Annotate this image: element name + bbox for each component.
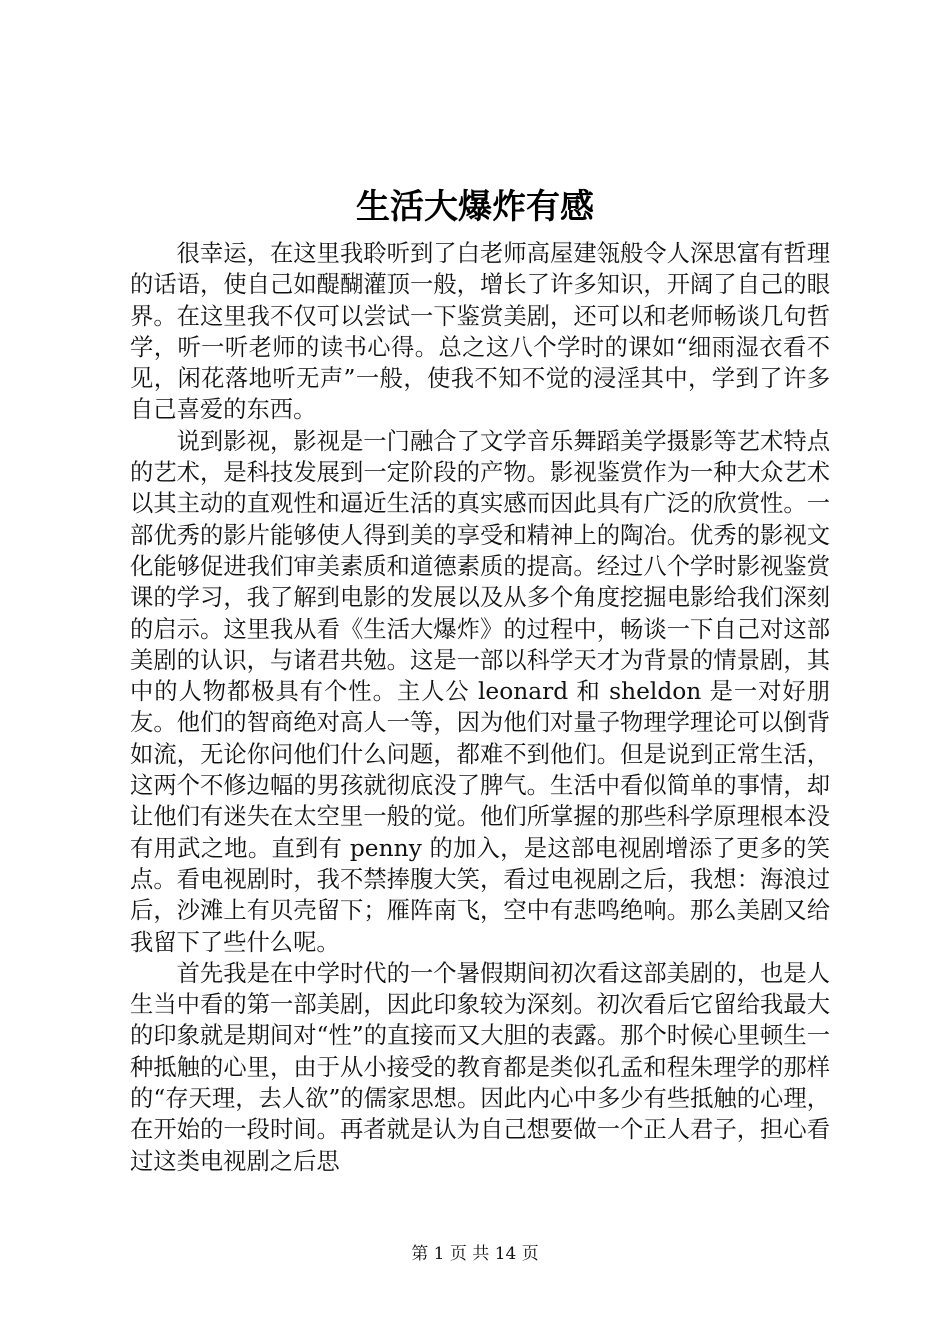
document-title: 生活大爆炸有感 [356, 187, 594, 227]
document-body [130, 238, 830, 1177]
page-number-footer: 第 1 页 共 14 页 [411, 1244, 539, 1264]
paragraph: 首先我是在中学时代的一个暑假期间初次看这部美剧的，也是人生当中看的第一部美剧，因此印象较为深刻。初次看后它留给我最大的印象就是期间对“性”的直接而又大胆的表露。那个时候心里顿生一种抵触的心里，由于从小接受的教育都是类似孔孟和程朱理学的那样的“存天理，去人欲”的儒家思想。因此内心中多少有些抵触的心理，在开始的一段时间。再者就是认为自己想要做一个正人君子，担心看过这类电视剧之后思 [130, 959, 830, 1175]
paragraph: 很幸运，在这里我聆听到了白老师高屋建瓴般令人深思富有哲理的话语，使自己如醍醐灌顶一般，增长了许多知识，开阔了自己的眼界。在这里我不仅可以尝试一下鉴赏美剧，还可以和老师畅谈几句哲学，听一听老师的读书心得。总之这八个学时的课如“细雨湿衣看不见，闲花落地听无声”一般，使我不知不觉的浸淫其中，学到了许多自己喜爱的东西。 [130, 240, 830, 424]
paragraph: 说到影视，影视是一门融合了文学音乐舞蹈美学摄影等艺术特点的艺术，是科技发展到一定阶段的产物。影视鉴赏作为一种大众艺术以其主动的直观性和逼近生活的真实感而因此具有广泛的欣赏性。一部优秀的影片能够使人得到美的享受和精神上的陶冶。优秀的影视文化能够促进我们审美素质和道德素质的提高。经过八个学时影视鉴赏课的学习，我了解到电影的发展以及从多个角度挖掘电影给我们深刻的启示。这里我从看《生活大爆炸》的过程中，畅谈一下自己对这部美剧的认识，与诸君共勉。这是一部以科学天才为背景的情景剧，其中的人物都极具有个性。主人公 leonard 和 sheldon 是一对好朋友。他们的智商绝对高人一等，因为他们对量子物理学理论可以倒背如流，无论你问他们什么问题，都难不到他们。但是说到正常生活，这两个不修边幅的男孩就彻底没了脾气。生活中看似简单的事情，却让他们有迷失在太空里一般的觉。他们所掌握的那些科学原理根本没有用武之地。直到有 penny 的加入，是这部电视剧增添了更多的笑点。看电视剧时，我不禁捧腹大笑，看过电视剧之后，我想：海浪过后，沙滩上有贝壳留下；雁阵南飞，空中有悲鸣绝响。那么美剧又给我留下了些什么呢。 [130, 427, 830, 956]
